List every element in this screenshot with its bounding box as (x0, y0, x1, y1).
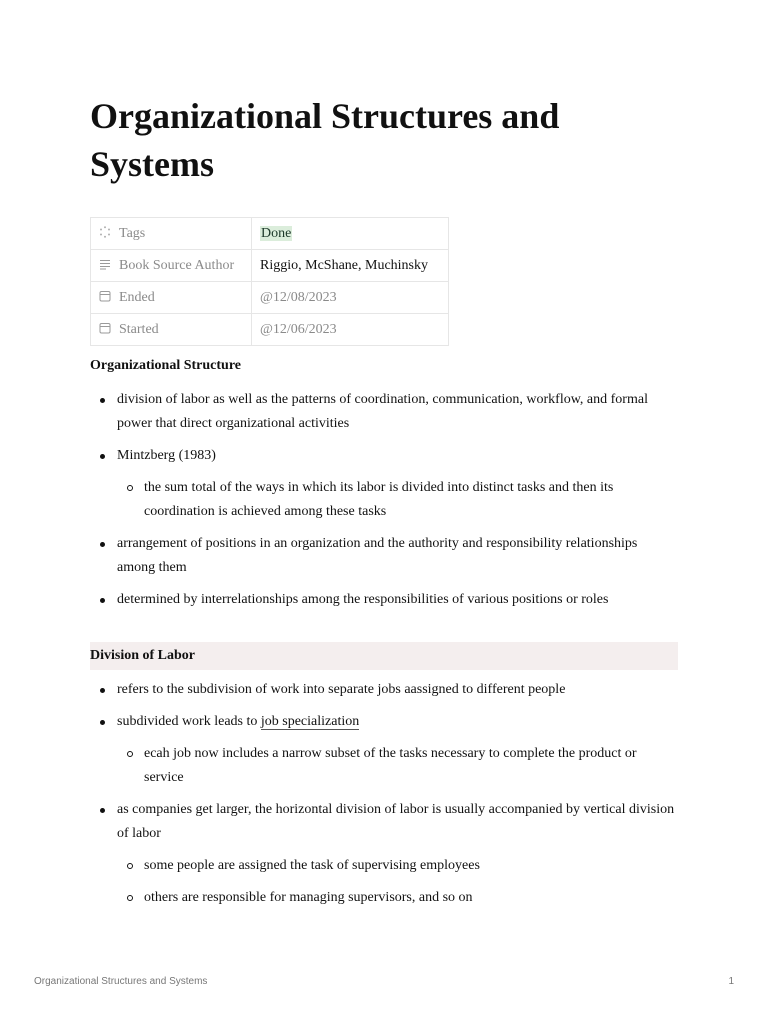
property-value-ended[interactable]: @12/08/2023 (252, 282, 449, 314)
section-heading: Organizational Structure (90, 358, 242, 373)
property-name: Ended (119, 289, 155, 305)
text-lines-icon (99, 258, 111, 270)
list-item: the sum total of the ways in which its labor is divided into distinct tasks and then its coordination is achieved among these tasks (90, 476, 678, 524)
list-item (90, 710, 678, 734)
page-title: Organizational Structures and Systems (90, 96, 560, 184)
calendar-icon (99, 322, 111, 334)
section-heading: Division of Labor (90, 642, 678, 670)
page-number: 1 (728, 976, 734, 987)
property-row-started (91, 314, 449, 346)
property-name: Book Source Author (119, 257, 235, 273)
list-item-text: subdivided work leads to (117, 714, 261, 729)
list-item: refers to the subdivision of work into separate jobs aassigned to different people (90, 678, 678, 702)
list-item: division of labor as well as the patterns of coordination, communication, workflow, and formal power that direct organizational activities (90, 388, 678, 436)
property-row-author (91, 250, 449, 282)
property-name: Started (119, 321, 159, 337)
calendar-icon (99, 290, 111, 302)
status-icon (99, 226, 111, 238)
footer-title: Organizational Structures and Systems (34, 976, 208, 987)
list-item: Mintzberg (1983) (90, 444, 678, 468)
list-item: determined by interrelationships among the responsibilities of various positions or roles (90, 588, 678, 612)
property-row-ended (91, 282, 449, 314)
list-item: some people are assigned the task of supervising employees (90, 854, 678, 878)
bullet-list (90, 388, 678, 612)
list-item: ecah job now includes a narrow subset of the tasks necessary to complete the product or service (90, 742, 678, 790)
job-specialization-link[interactable]: job specialization (260, 714, 360, 729)
property-value-tags[interactable] (252, 218, 449, 250)
property-value-author[interactable]: Riggio, McShane, Muchinsky (252, 250, 449, 282)
property-name: Tags (119, 225, 146, 241)
bullet-list (90, 678, 678, 910)
property-value-started[interactable]: @12/06/2023 (252, 314, 449, 346)
status-badge: Done (261, 225, 292, 241)
list-item: arrangement of positions in an organization and the authority and responsibility relationships among them (90, 532, 678, 580)
properties-table (90, 217, 449, 346)
page-content (90, 352, 678, 910)
property-row-tags (91, 218, 449, 250)
list-item: others are responsible for managing supervisors, and so on (90, 886, 678, 910)
list-item: as companies get larger, the horizontal division of labor is usually accompanied by vertical division of labor (90, 798, 678, 846)
